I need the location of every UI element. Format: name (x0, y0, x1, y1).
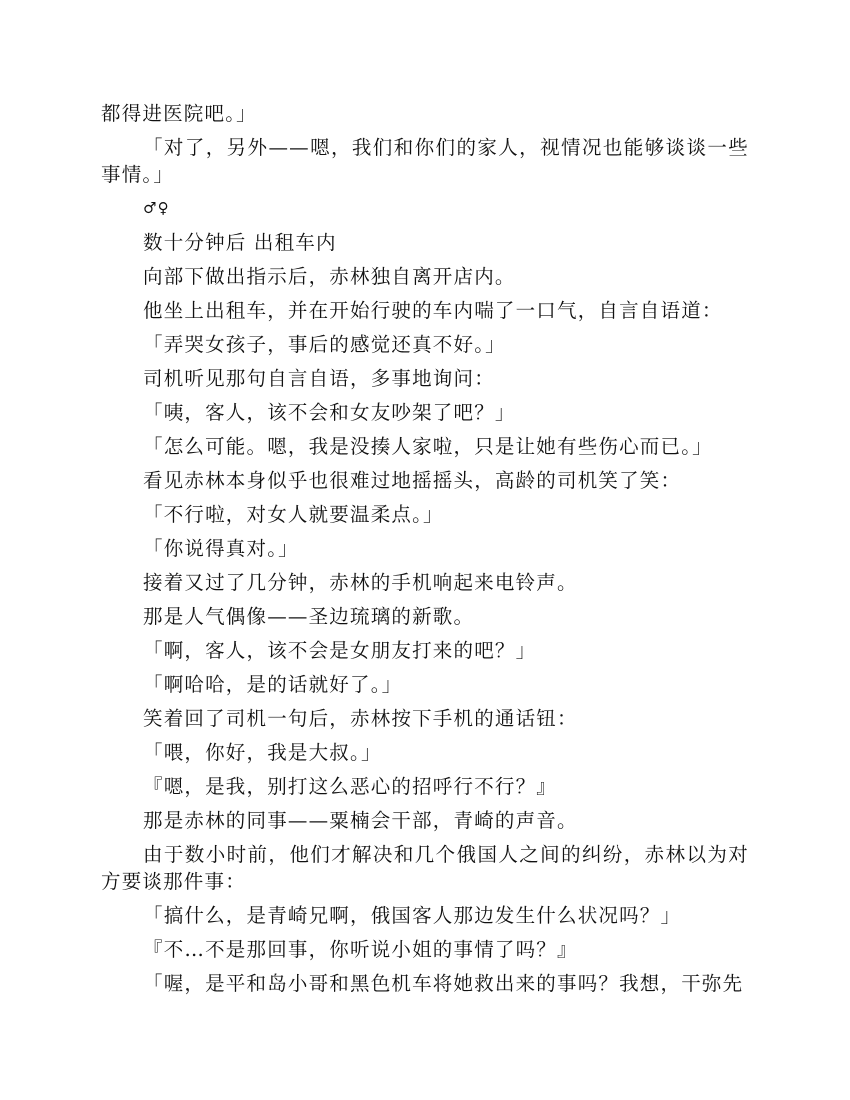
dialogue: 「咦，客人，该不会和女友吵架了吧？」 (143, 401, 516, 424)
paragraph: 接着又过了几分钟，赤林的手机响起来电铃声。 (143, 571, 578, 594)
dialogue: 「弄哭女孩子，事后的感觉还真不好。」 (143, 333, 506, 356)
paragraph: 笑着回了司机一句后，赤林按下手机的通话钮： (143, 707, 578, 730)
paragraph: 「对了，另外——嗯，我们和你们的家人，视情况也能够谈谈一些事情。」 (101, 136, 749, 186)
dialogue: 「啊哈哈，是的话就好了。」 (143, 673, 403, 696)
phone-dialogue: 『嗯，是我，别打这么恶心的招呼行不行？』 (143, 775, 558, 798)
paragraph: 他坐上出租车，并在开始行驶的车内喘了一口气，自言自语道： (143, 299, 723, 322)
dialogue: 「喂，你好，我是大叔。」 (143, 741, 382, 764)
paragraph: 都得进医院吧。」 (101, 102, 257, 125)
dialogue: 「你说得真对。」 (143, 537, 299, 560)
paragraph: 司机听见那句自言自语，多事地询问： (143, 367, 495, 390)
dialogue: 「喔，是平和岛小哥和黑色机车将她救出来的事吗？我想，干弥先 (143, 972, 744, 995)
scene-heading: 数十分钟后 出租车内 (143, 231, 337, 254)
paragraph: 那是赤林的同事——粟楠会干部，青崎的声音。 (143, 809, 578, 832)
dialogue: 「不行啦，对女人就要温柔点。」 (143, 503, 444, 526)
paragraph: 看见赤林本身似乎也很难过地摇摇头，高龄的司机笑了笑： (143, 469, 682, 492)
paragraph: 向部下做出指示后，赤林独自离开店内。 (143, 265, 516, 288)
dialogue: 「啊，客人，该不会是女朋友打来的吧？」 (143, 639, 537, 662)
paragraph: 由于数小时前，他们才解决和几个俄国人之间的纠纷，赤林以为对方要谈那件事： (101, 843, 749, 893)
dialogue: 「怎么可能。嗯，我是没揍人家啦，只是让她有些伤心而已。」 (143, 435, 713, 458)
phone-dialogue: 『不…不是那回事，你听说小姐的事情了吗？』 (143, 938, 578, 961)
section-divider-symbols: ♂♀ (143, 199, 170, 217)
dialogue: 「搞什么，是青崎兄啊，俄国客人那边发生什么状况吗？」 (143, 904, 682, 927)
document-page (101, 100, 749, 1004)
paragraph: 那是人气偶像——圣边琉璃的新歌。 (143, 605, 475, 628)
